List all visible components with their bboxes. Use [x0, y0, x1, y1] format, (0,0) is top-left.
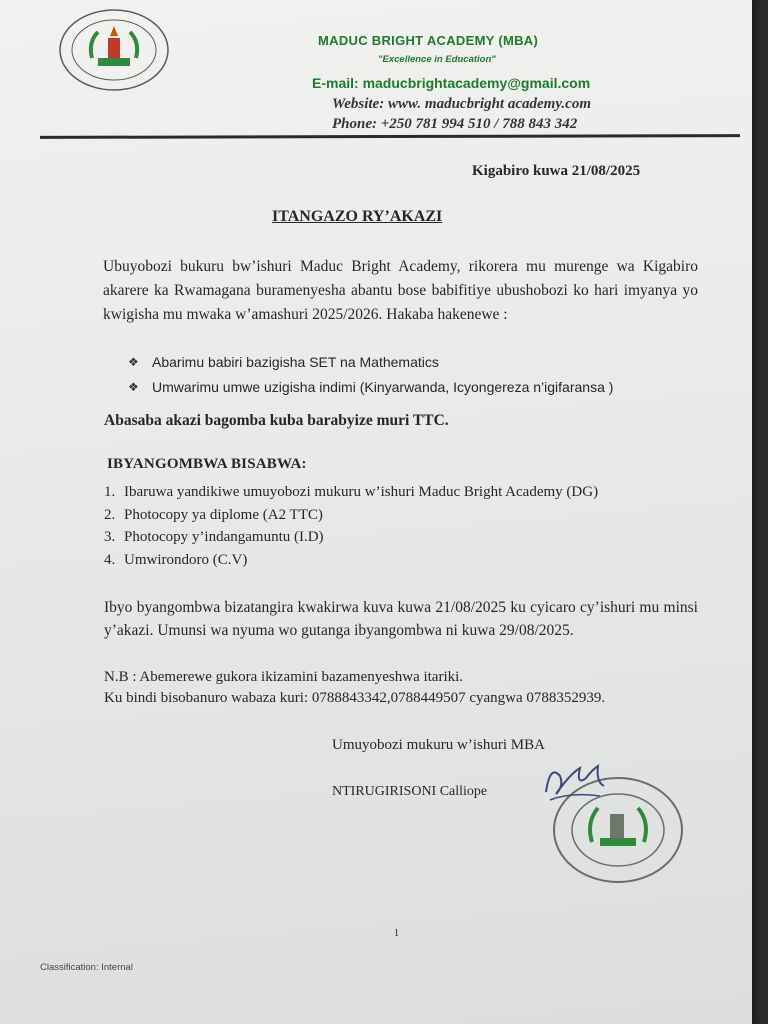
list-number: 1. — [104, 484, 116, 500]
document-text: Photocopy y’indangamuntu (I.D) — [124, 529, 324, 545]
signer-role: Umuyobozi mukuru w’ishuri MBA — [332, 737, 545, 753]
positions-list — [128, 350, 613, 400]
handwritten-signature — [540, 756, 610, 806]
closing-paragraph: Ibyo byangombwa bizatangira kwakirwa kuva kuwa 21/08/2025 ku cyicaro cy’ishuri mu minsi y’akazi. Umunsi wa nyuma wo gutanga ibyangombwa ni kuwa 29/08/2025. — [104, 599, 698, 639]
documents-heading: IBYANGOMBWA BISABWA: — [107, 456, 307, 472]
signer-name: NTIRUGIRISONI Calliope — [332, 784, 488, 799]
contact-numbers: Ku bindi bisobanuro wabaza kuri: 0788843342,0788449507 cyangwa 0788352939. — [104, 690, 606, 706]
school-name: MADUC BRIGHT ACADEMY (MBA) — [318, 33, 539, 48]
school-motto: "Excellence in Education" — [378, 54, 496, 65]
school-website: Website: www. maducbright academy.com — [332, 96, 592, 112]
list-item — [128, 375, 613, 400]
page-number: 1 — [394, 928, 399, 939]
list-item — [104, 549, 598, 572]
diamond-bullet-icon: ❖ — [128, 380, 139, 394]
classification-label: Classification: Internal — [40, 962, 133, 973]
document-text: Ibaruwa yandikiwe umuyobozi mukuru w’ishuri Maduc Bright Academy (DG) — [124, 484, 599, 500]
academy-crest-logo — [58, 8, 170, 92]
list-number: 4. — [104, 551, 116, 568]
position-text: Umwarimu umwe uzigisha indimi (Kinyarwanda, Icyongereza n’igifaransa ) — [152, 379, 614, 395]
document-text: Umwirondoro (C.V) — [124, 551, 248, 568]
position-text: Abarimu babiri bazigisha SET na Mathematics — [152, 354, 439, 370]
list-item — [104, 526, 598, 549]
list-number: 2. — [104, 506, 116, 523]
header-divider — [40, 134, 740, 139]
nb-note: N.B : Abemerewe gukora ikizamini bazamenyeshwa itariki. — [104, 669, 464, 685]
diamond-bullet-icon: ❖ — [128, 355, 139, 369]
requirement-line: Abasaba akazi bagomba kuba barabyize muri TTC. — [104, 412, 449, 429]
document-text: Photocopy ya diplome (A2 TTC) — [124, 506, 323, 523]
announcement-title: ITANGAZO RY’AKAZI — [272, 208, 443, 225]
letter-date: Kigabiro kuwa 21/08/2025 — [472, 163, 641, 179]
list-item — [128, 350, 613, 375]
intro-paragraph: Ubuyobozi bukuru bw’ishuri Maduc Bright Academy, rikorera mu murenge wa Kigabiro akarere ka Rwamagana buramenyesha abantu bose babifitiye ubushobozi ko hari imyanya yo kwigisha mu mwaka w’amashuri 2025/2026. Hakaba hakenewe : — [103, 258, 698, 323]
list-number: 3. — [104, 529, 116, 545]
school-phone: Phone: +250 781 994 510 / 788 843 342 — [332, 116, 578, 132]
school-email: E-mail: maducbrightacademy@gmail.com — [312, 75, 591, 91]
documents-list — [104, 481, 598, 571]
list-item — [104, 481, 598, 504]
list-item — [104, 504, 598, 527]
